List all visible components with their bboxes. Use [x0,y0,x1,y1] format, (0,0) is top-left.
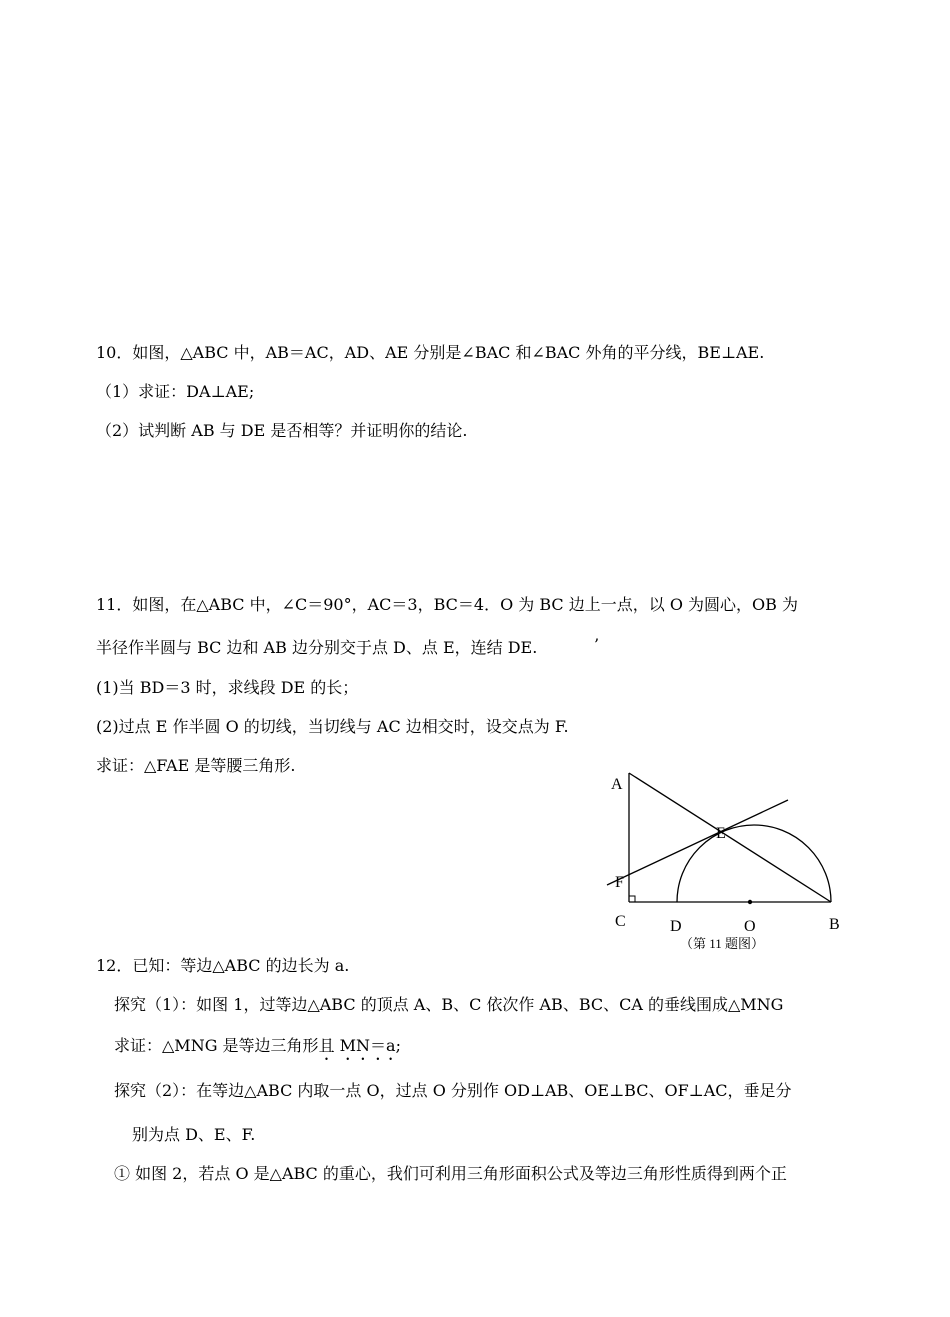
q11-part2: (2)过点 E 作半圆 O 的切线，当切线与 AC 边相交时，设交点为 F. [96,717,569,736]
tangent-line-fe [607,800,788,885]
q11-stem-line1: 11．如图，在△ABC 中，∠C＝90°，AC＝3，BC＝4．O 为 BC 边上一点，以 O 为圆心，OB 为 [96,595,798,614]
q10-part1: （1）求证：DA⊥AE; [96,382,255,401]
q12-prove-emph: 且 MN＝a [318,1036,396,1055]
q10-stem: 10．如图，△ABC 中，AB＝AC，AD、AE 分别是∠BAC 和∠BAC 外角的平分线，BE⊥AE. [96,343,765,362]
q12-prove [114,1035,401,1064]
q12-stem: 12．已知：等边△ABC 的边长为 a. [96,956,350,975]
label-c: C [615,913,626,930]
q10-part2: （2）试判断 AB 与 DE 是否相等？并证明你的结论. [96,421,468,440]
label-e: E [716,825,726,842]
label-d: D [670,918,682,935]
q11-part1: (1)当 BD＝3 时，求线段 DE 的长； [96,678,359,697]
label-a: A [611,776,623,793]
q12-item1: ① 如图 2，若点 O 是△ABC 的重心，我们可利用三角形面积公式及等边三角形性质得到两个正 [114,1164,787,1183]
q12-explore2-line2: 别为点 D、E、F. [132,1125,256,1144]
stray-mark: ’ [594,635,600,654]
semicircle-o [677,825,831,902]
right-angle-mark [629,896,635,902]
label-b: B [829,916,840,933]
center-point-o [748,900,752,904]
segment-ab [629,773,831,902]
q11-stem-line2: 半径作半圆与 BC 边和 AB 边分别交于点 D、点 E，连结 DE. [96,638,538,657]
q12-explore2-line1: 探究（2）：在等边△ABC 内取一点 O，过点 O 分别作 OD⊥AB、OE⊥BC、OF⊥AC，垂足分 [114,1081,792,1100]
label-f: F [615,874,624,891]
q12-prove-prefix: 求证：△MNG 是等边三角形 [114,1036,319,1055]
q12-prove-suffix: ; [395,1036,401,1055]
figure-caption: （第 11 题图） [680,936,765,951]
q11-geometry-figure [600,765,860,955]
q12-explore1: 探究（1）：如图 1，过等边△ABC 的顶点 A、B、C 依次作 AB、BC、CA 的垂线围成△MNG [114,995,784,1014]
label-o: O [744,918,756,935]
q11-part3: 求证：△FAE 是等腰三角形. [96,756,296,775]
